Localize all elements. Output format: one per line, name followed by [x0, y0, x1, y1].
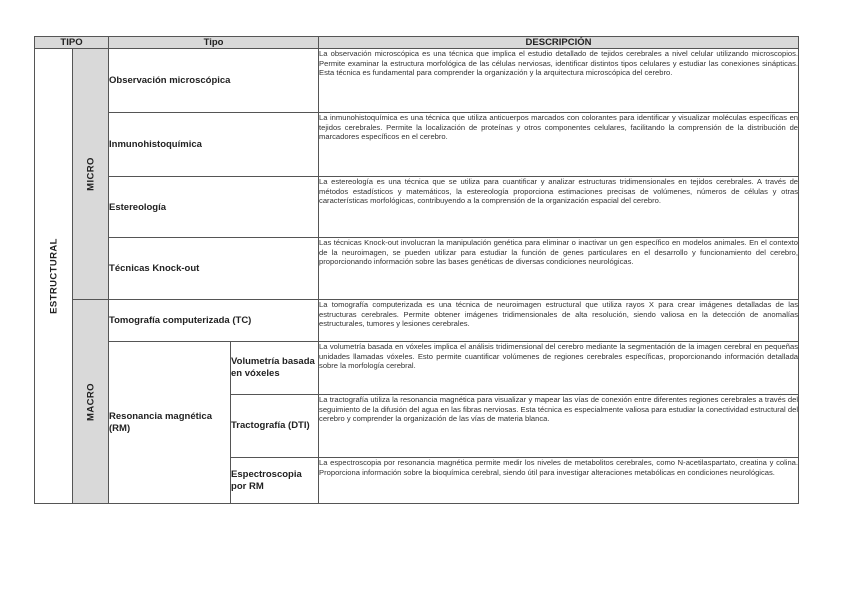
technique-name: Tomografía computerizada (TC)	[109, 300, 319, 342]
header-row	[35, 37, 799, 49]
technique-description: La tractografía utiliza la resonancia magnética para visualizar y mapear las vías de conexión entre diferentes regiones cerebrales a través del seguimiento de la difusión del agua en las fibras nerviosas. Esta técnica es especialmente valiosa para estudiar la conectividad estructural del cerebro y comprender la organización de las vías de materia blanca.	[319, 395, 799, 458]
table-row	[35, 49, 799, 113]
technique-description: La observación microscópica es una técnica que implica el estudio detallado de tejidos cerebrales a nivel celular utilizando microscopios. Permite examinar la estructura morfológica de las células nerviosas, identificar distintos tipos celulares y estudiar las conexiones sinápticas. Esta técnica es fundamental para comprender la organización y la arquitectura microscópica del cerebro.	[319, 49, 799, 113]
header-tipo-group: TIPO	[35, 37, 109, 49]
table-row	[35, 177, 799, 238]
group-micro	[73, 49, 109, 300]
neuroimaging-techniques-table	[34, 36, 799, 504]
table-row	[35, 300, 799, 342]
header-tipo: Tipo	[109, 37, 319, 49]
group-estructural	[35, 49, 73, 504]
technique-name: Inmunohistoquímica	[109, 113, 319, 177]
subtechnique-name: Volumetría basada en vóxeles	[231, 342, 319, 395]
table-row	[35, 238, 799, 300]
group-micro-label: MICRO	[85, 157, 96, 191]
group-macro	[73, 300, 109, 504]
technique-name-rm: Resonancia magnética (RM)	[109, 342, 231, 504]
header-descripcion: DESCRIPCIÓN	[319, 37, 799, 49]
technique-description: La tomografía computerizada es una técnica de neuroimagen estructural que utiliza rayos X para crear imágenes detalladas de las estructuras cerebrales. Permite obtener imágenes tridimensionales de alta resolución, siendo valiosa en la detección de anomalías estructurales, tumores y lesiones cerebrales.	[319, 300, 799, 342]
technique-name: Estereología	[109, 177, 319, 238]
subtechnique-name: Espectroscopia por RM	[231, 458, 319, 504]
technique-description: La estereología es una técnica que se utiliza para cuantificar y analizar estructuras tridimensionales en tejidos cerebrales. A través de métodos estadísticos y matemáticos, la estereología proporciona estimaciones precisas de volúmenes, números de células y otras características morfológicas, contribuyendo a la comprensión de la organización espacial del cerebro.	[319, 177, 799, 238]
technique-description: La espectroscopia por resonancia magnética permite medir los niveles de metabolitos cerebrales, como N-acetilaspartato, creatina y colina. Proporciona información sobre la bioquímica cerebral, siendo útil para investigar alteraciones metabólicas en condiciones neurológicas.	[319, 458, 799, 504]
technique-name: Técnicas Knock-out	[109, 238, 319, 300]
technique-description: Las técnicas Knock-out involucran la manipulación genética para eliminar o inactivar un gen específico en modelos animales. En el contexto de la neuroimagen, se pueden utilizar para estudiar la función de genes particulares en el desarrollo y funcionamiento del cerebro, proporcionando información sobre las bases genéticas de diversas condiciones neurológicas.	[319, 238, 799, 300]
technique-description: La volumetría basada en vóxeles implica el análisis tridimensional del cerebro mediante la segmentación de la imagen cerebral en pequeñas unidades llamadas vóxeles. Esto permite cuantificar volúmenes de regiones cerebrales específicas, proporcionando información detallada sobre la morfología cerebral.	[319, 342, 799, 395]
group-estructural-label: ESTRUCTURAL	[48, 238, 59, 314]
table-row	[35, 113, 799, 177]
subtechnique-name: Tractografía (DTI)	[231, 395, 319, 458]
table-row	[35, 342, 799, 395]
technique-name: Observación microscópica	[109, 49, 319, 113]
technique-description: La inmunohistoquímica es una técnica que utiliza anticuerpos marcados con colorantes para identificar y visualizar moléculas específicas en tejidos cerebrales. Permite la localización de proteínas y otros componentes celulares, facilitando la comprensión de la distribución de marcadores específicos en el cerebro.	[319, 113, 799, 177]
group-macro-label: MACRO	[85, 382, 96, 421]
